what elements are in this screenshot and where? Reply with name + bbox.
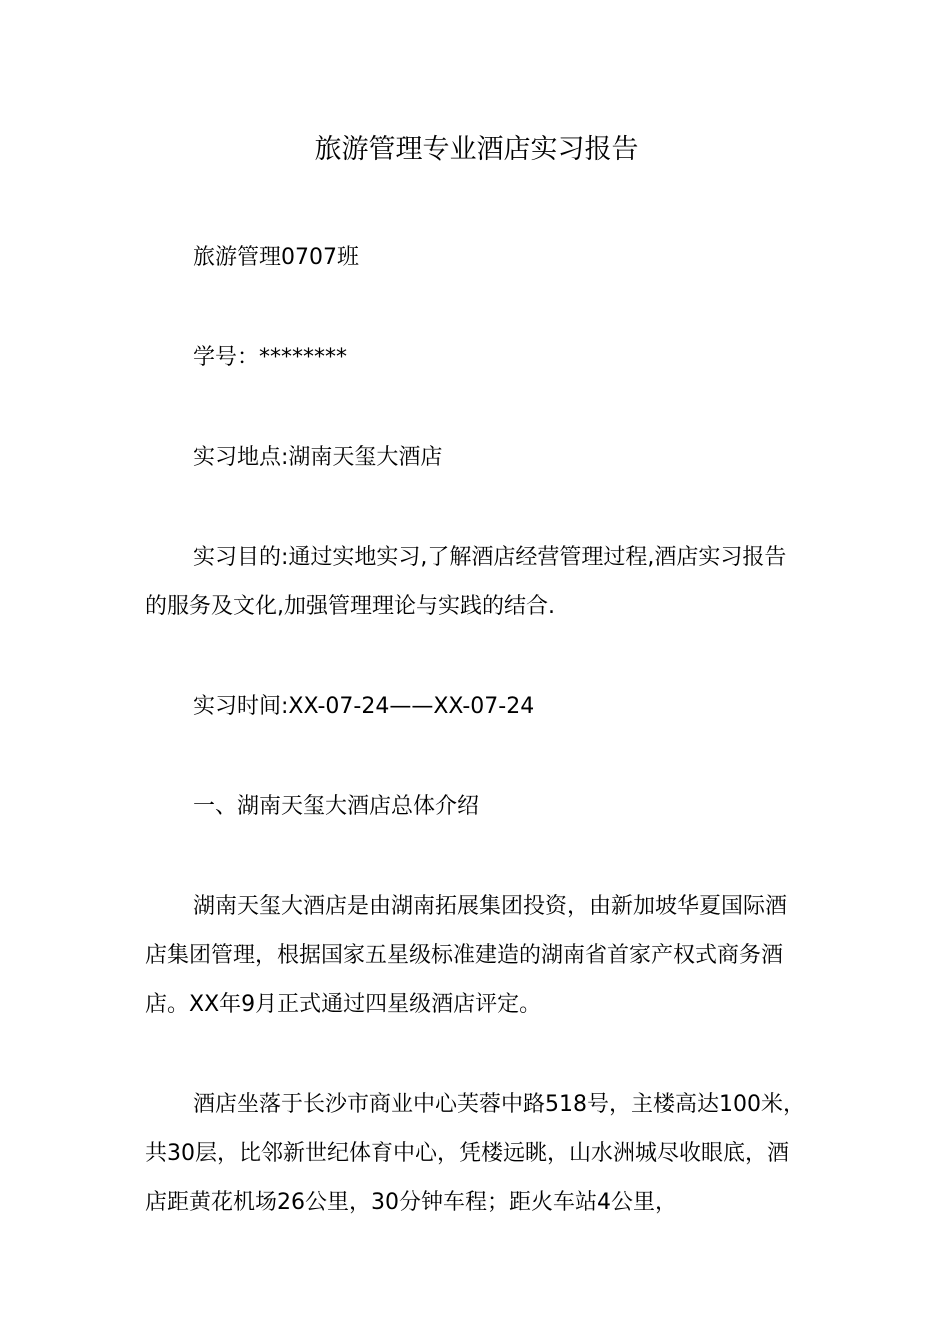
internship-purpose-paragraph: 实习目的:通过实地实习,了解酒店经营管理过程,酒店实习报告的服务及文化,加强管理理论与实践的结合.	[145, 545, 787, 619]
student-id-line: 学号：********	[193, 345, 348, 370]
document-title: 旅游管理专业酒店实习报告	[314, 134, 639, 165]
hotel-intro-paragraph: 湖南天玺大酒店是由湖南拓展集团投资，由新加坡华夏国际酒店集团管理，根据国家五星级标准建造的湖南省首家产权式商务酒店。XX年9月正式通过四星级酒店评定。	[145, 894, 788, 1017]
class-line: 旅游管理0707班	[193, 245, 359, 270]
internship-time-line: 实习时间:XX-07-24——XX-07-24	[193, 694, 535, 719]
internship-location-line: 实习地点:湖南天玺大酒店	[193, 445, 443, 470]
section-heading: 一、湖南天玺大酒店总体介绍	[193, 794, 480, 819]
hotel-location-paragraph: 酒店坐落于长沙市商业中心芙蓉中路518号，主楼高达100米，共30层，比邻新世纪体育中心，凭楼远眺，山水洲城尽收眼底，酒店距黄花机场26公里，30分钟车程；距火车站4公里，	[145, 1092, 805, 1215]
